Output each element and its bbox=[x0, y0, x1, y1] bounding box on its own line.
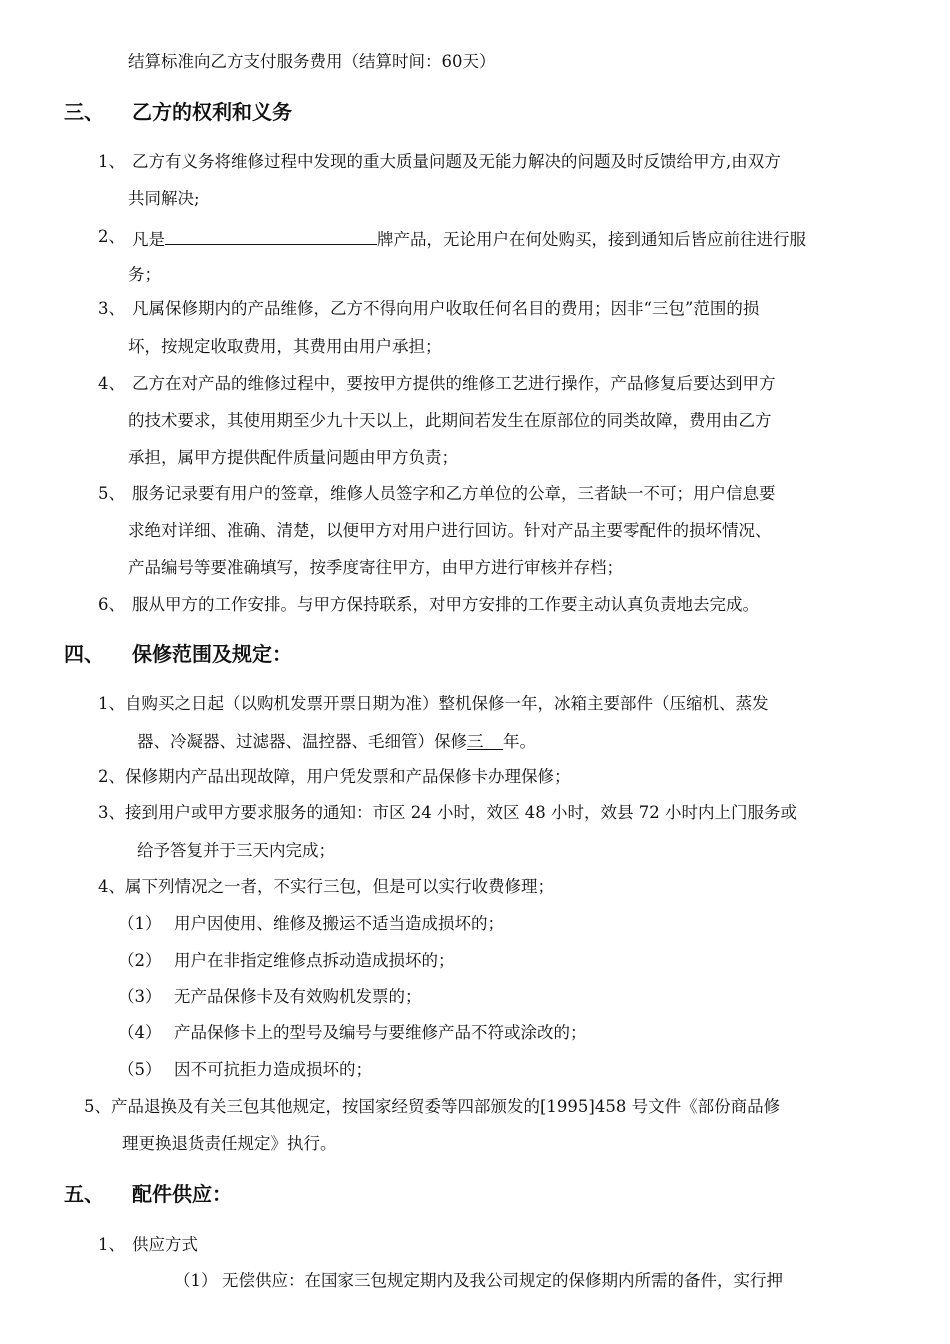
s4-sub-1-number: （1） bbox=[118, 914, 162, 933]
s3-item-5-line-2: 求绝对详细、准确、清楚，以便甲方对用户进行回访。针对产品主要零配件的损坏情况、 bbox=[128, 521, 772, 540]
s4-item-1-line-2 bbox=[137, 731, 536, 753]
s4-sub-5-text: 因不可抗拒力造成损坏的； bbox=[174, 1060, 372, 1079]
warranty-years-field: 三 bbox=[467, 731, 503, 750]
s4-item-2-line-1: 2、保修期内产品出现故障，用户凭发票和产品保修卡办理保修； bbox=[98, 767, 571, 786]
s3-item-5-line-1: 服务记录要有用户的签章，维修人员签字和乙方单位的公章，三者缺一不可；用户信息要 bbox=[132, 484, 776, 503]
s3-item-1-number: 1、 bbox=[98, 152, 125, 171]
s5-sub-1-number: （1） bbox=[174, 1271, 218, 1290]
brand-blank-field bbox=[165, 226, 377, 245]
s4-item-5-line-2: 理更换退货责任规定》执行。 bbox=[122, 1134, 337, 1153]
s5-sub-1-text: 无偿供应：在国家三包规定期内及我公司规定的保修期内所需的备件，实行押 bbox=[222, 1271, 783, 1290]
s3-item-5-number: 5、 bbox=[98, 484, 125, 503]
s3-item-2-suffix: 牌产品，无论用户在何处购买，接到通知后皆应前往进行服 bbox=[377, 230, 806, 249]
s4-item-3-line-1: 3、接到用户或甲方要求服务的通知：市区 24 小时，效区 48 小时，效县 72 小时内上门服务或 bbox=[98, 803, 797, 822]
section-5-title: 配件供应： bbox=[132, 1182, 232, 1206]
s3-item-3-number: 3、 bbox=[98, 299, 125, 318]
continuation-line: 结算标准向乙方支付服务费用（结算时间：60天） bbox=[128, 52, 496, 71]
s4-item-1-text: 器、冷凝器、过滤器、温控器、毛细管）保修 bbox=[137, 732, 467, 751]
s4-sub-2-text: 用户在非指定维修点拆动造成损坏的； bbox=[174, 951, 455, 970]
s4-sub-2-number: （2） bbox=[118, 951, 162, 970]
s4-item-5-line-1: 5、产品退换及有关三包其他规定，按国家经贸委等四部颁发的[1995]458 号文件《部份商品修 bbox=[84, 1097, 781, 1116]
section-4-number: 四、 bbox=[64, 642, 104, 666]
s3-item-1-line-1: 乙方有义务将维修过程中发现的重大质量问题及无能力解决的问题及时反馈给甲方,由双方 bbox=[132, 152, 781, 171]
s3-item-5-line-3: 产品编号等要准确填写，按季度寄往甲方，由甲方进行审核并存档； bbox=[128, 558, 623, 577]
s4-item-4-line-1: 4、属下列情况之一者，不实行三包，但是可以实行收费修理； bbox=[98, 877, 554, 896]
s5-item-1-number: 1、 bbox=[98, 1235, 125, 1254]
section-3-number: 三、 bbox=[64, 100, 104, 124]
s3-item-4-line-2: 的技术要求，其使用期至少九十天以上，此期间若发生在原部位的同类故障，费用由乙方 bbox=[128, 411, 772, 430]
s3-item-2-line-1 bbox=[132, 226, 806, 251]
s4-sub-5-number: （5） bbox=[118, 1060, 162, 1079]
s4-sub-3-text: 无产品保修卡及有效购机发票的； bbox=[174, 987, 422, 1006]
s3-item-4-line-1: 乙方在对产品的维修过程中，要按甲方提供的维修工艺进行操作，产品修复后要达到甲方 bbox=[132, 374, 776, 393]
s3-item-1-line-2: 共同解决; bbox=[128, 189, 200, 208]
s3-item-2-number: 2、 bbox=[98, 227, 125, 246]
s4-item-1-unit: 年。 bbox=[503, 732, 536, 751]
s5-item-1-text: 供应方式 bbox=[132, 1235, 198, 1254]
s4-sub-1-text: 用户因使用、维修及搬运不适当造成损坏的； bbox=[174, 914, 504, 933]
s3-item-2-line-2: 务； bbox=[128, 265, 161, 284]
section-3-title: 乙方的权利和义务 bbox=[132, 100, 292, 124]
s4-item-1-line-1: 1、自购买之日起（以购机发票开票日期为准）整机保修一年，冰箱主要部件（压缩机、蒸发 bbox=[98, 694, 769, 713]
s3-item-4-line-3: 承担，属甲方提供配件质量问题由甲方负责； bbox=[128, 448, 458, 467]
s4-item-3-line-2: 给予答复并于三天内完成； bbox=[137, 841, 335, 860]
s3-item-6-number: 6、 bbox=[98, 595, 125, 614]
s3-item-3-line-2: 坏，按规定收取费用，其费用由用户承担； bbox=[128, 337, 442, 356]
s3-item-4-number: 4、 bbox=[98, 374, 125, 393]
s3-item-3-line-1: 凡属保修期内的产品维修，乙方不得向用户收取任何名目的费用；因非“三包”范围的损 bbox=[132, 299, 760, 318]
s4-sub-4-text: 产品保修卡上的型号及编号与要维修产品不符或涂改的； bbox=[174, 1023, 587, 1042]
section-5-number: 五、 bbox=[64, 1182, 104, 1206]
s4-sub-3-number: （3） bbox=[118, 987, 162, 1006]
s4-sub-4-number: （4） bbox=[118, 1023, 162, 1042]
s3-item-6-line-1: 服从甲方的工作安排。与甲方保持联系，对甲方安排的工作要主动认真负责地去完成。 bbox=[132, 595, 759, 614]
section-4-title: 保修范围及规定： bbox=[132, 642, 292, 666]
s3-item-2-prefix: 凡是 bbox=[132, 230, 165, 249]
